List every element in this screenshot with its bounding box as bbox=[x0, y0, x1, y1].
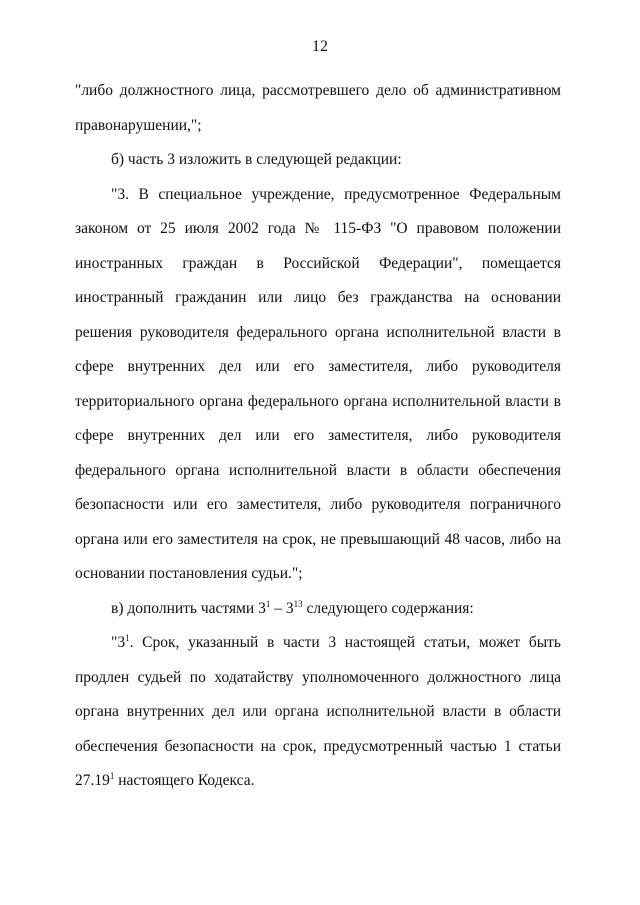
superscript: 1 bbox=[109, 770, 115, 781]
superscript: 1 bbox=[125, 632, 130, 643]
paragraph-5 bbox=[75, 626, 561, 799]
superscript: 13 bbox=[293, 598, 303, 609]
paragraph-4-text-b: – 3 bbox=[270, 599, 294, 617]
paragraph-5-text-a: "3 bbox=[111, 634, 126, 651]
document-body bbox=[75, 74, 561, 799]
paragraph-4-text-c: следующего содержания: bbox=[302, 599, 474, 617]
paragraph-5-text-b: . Срок, указанный в части 3 настоящей статьи, может быть продлен судьей по ходатайству уполномоченного должностного лица органа внутренних дел или органа исполнительной власти в области обеспечения безопасности на срок, предусмотренный частью 1 статьи 27.19 bbox=[75, 634, 561, 789]
paragraph-4 bbox=[75, 592, 561, 627]
paragraph-4-text-a: в) дополнить частями 3 bbox=[111, 599, 266, 617]
superscript: 1 bbox=[265, 598, 271, 609]
paragraph-1: "либо должностного лица, рассмотревшего дело об административном правонарушении,"; bbox=[75, 82, 561, 134]
paragraph-5-text-c: настоящего Кодекса. bbox=[114, 772, 255, 789]
paragraph-3: "3. В специальное учреждение, предусмотренное Федеральным законом от 25 июля 2002 года № 115-ФЗ "О правовом положении иностранных граждан в Российской Федерации", помещается иностранный гражданин или лицо без гражданства на основании решения руководителя федерального органа исполнительной власти в сфере внутренних дел или его заместителя, либо руководителя территориального органа федерального органа исполнительной власти в сфере внутренних дел или его заместителя, либо руководителя федерального органа исполнительной власти в области обеспечения безопасности или его заместителя, либо руководителя пограничного органа или его заместителя на срок, не превышающий 48 часов, либо на основании постановления судьи."; bbox=[75, 185, 561, 582]
page-number: 12 bbox=[312, 38, 328, 55]
paragraph-2: б) часть 3 изложить в следующей редакции: bbox=[111, 151, 402, 168]
